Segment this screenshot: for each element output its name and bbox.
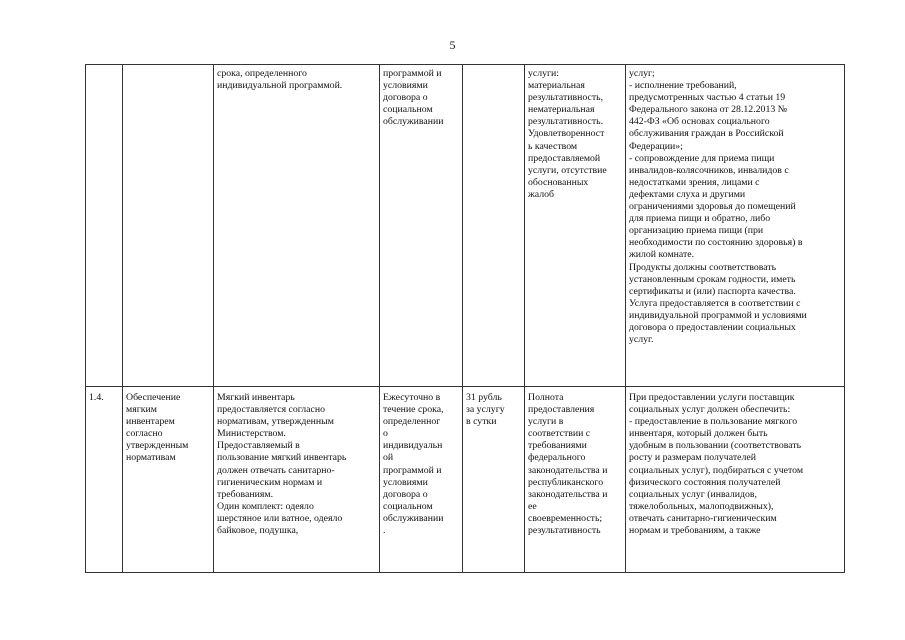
cell-text-line: нормативам, утвержденным	[217, 416, 334, 428]
cell-text-line: организацию приема пищи (при	[629, 225, 764, 237]
cell-text-line: жилой комнате.	[629, 249, 695, 261]
service-name-cell	[123, 387, 214, 573]
cell-text-line: условиями	[383, 476, 428, 488]
cell-text-line: договора о	[383, 488, 428, 500]
cell-text-line: Мягкий инвентарь	[217, 392, 295, 403]
service-name-cell	[123, 65, 214, 387]
cell-text-line: предусмотренных частью 4 статьи 19	[629, 92, 786, 104]
cell-text-line: услуг;	[629, 68, 655, 79]
cell-text-line: соответствии с	[528, 428, 591, 440]
cell-text-line: Федерации»;	[629, 140, 683, 152]
cell-text-line: социальном	[383, 104, 433, 116]
cell-text-line: Ежесуточно в	[383, 392, 441, 403]
table-row	[86, 65, 845, 387]
cell-text-line: нематериальная	[528, 104, 595, 116]
cell-text-line: согласно	[126, 428, 163, 440]
cell-text-line: сертификаты и (или) паспорта качества.	[629, 285, 796, 297]
cell-text-line: социальном	[383, 500, 433, 512]
cell-text-line: Продукты должны соответствовать	[629, 261, 777, 273]
cell-text-line: результативность	[528, 525, 601, 537]
cell-text-line: договора о предоставлении социальных	[629, 321, 796, 333]
cell-text-line: Удовлетворенност	[528, 128, 605, 140]
service-price-cell	[463, 65, 525, 387]
cell-text-line: При предоставлении услуги поставщик	[629, 392, 795, 403]
cell-text-line: социальных услуг), подбираться с учетом	[629, 464, 804, 476]
table-row	[86, 387, 845, 573]
cell-text-line: услуги, отсутствие	[528, 164, 607, 176]
cell-text-line: обслуживании	[383, 512, 444, 524]
cell-text-line: инвентаря, который должен быть	[629, 428, 768, 440]
cell-text-line: условиями	[383, 80, 428, 92]
cell-text-line: республиканского	[528, 476, 604, 488]
cell-text-line: обоснованных	[528, 176, 589, 188]
cell-text-line: должен отвечать санитарно-	[217, 464, 335, 476]
cell-text-line: байковое, подушка,	[217, 525, 299, 537]
cell-text-line: социальных услуг (инвалидов,	[629, 488, 757, 500]
cell-text-line: предоставления	[528, 404, 595, 416]
cell-text-line: результативность,	[528, 92, 604, 104]
services-table	[85, 64, 845, 573]
cell-text-line: Министерством.	[217, 428, 286, 440]
service-description-cell	[214, 387, 380, 573]
cell-text-line: жалоб	[528, 188, 554, 200]
cell-text-line: - сопровождение для приема пищи	[629, 152, 775, 164]
cell-text-line: установленным срокам годности, иметь	[629, 273, 796, 285]
cell-text-line: пользование мягкий инвентарь	[217, 452, 347, 464]
cell-text-line: Федерального закона от 28.12.2013 №	[629, 104, 788, 116]
cell-text-line: ой	[383, 452, 394, 464]
cell-text-line: материальная	[528, 80, 585, 92]
service-conditions-cell	[626, 387, 845, 573]
service-price-cell	[463, 387, 525, 573]
quality-indicators-cell	[525, 387, 626, 573]
cell-text-line: необходимости по состоянию здоровья) в	[629, 237, 803, 249]
cell-text-line: в сутки	[466, 416, 497, 428]
cell-text-line: программой и	[383, 68, 442, 79]
cell-text-line: физического состояния получателей	[629, 476, 781, 488]
cell-text-line: 442-ФЗ «Об основах социального	[629, 116, 770, 128]
cell-text-line: обслуживания граждан в Российской	[629, 128, 784, 140]
cell-text-line: удобным в пользовании (соответствовать	[629, 440, 802, 452]
cell-text-line: мягким	[126, 404, 157, 416]
cell-text-line: тяжелобольных, малоподвижных),	[629, 500, 774, 512]
cell-text-line: обслуживании	[383, 116, 444, 128]
cell-text-line: утвержденным	[126, 440, 189, 452]
cell-text-line: ограничениями здоровья до помещений	[629, 201, 796, 213]
cell-text-line: нормам и требованиям, а также	[629, 525, 761, 537]
cell-text-line: недостатками зрения, лицами с	[629, 176, 760, 188]
cell-text-line: гигиеническим нормам и	[217, 476, 323, 488]
cell-text-line: срока, определенного	[217, 68, 307, 79]
cell-text-line: индивидуальной программой.	[217, 80, 343, 92]
service-description-cell	[214, 65, 380, 387]
service-term-cell	[380, 387, 463, 573]
cell-text-line: социальных услуг должен обеспечить:	[629, 404, 791, 416]
cell-text-line: .	[383, 525, 386, 537]
cell-text-line: услуги:	[528, 68, 560, 79]
service-conditions-cell	[626, 65, 845, 387]
cell-text-line: шерстяное или ватное, одеяло	[217, 512, 343, 524]
service-term-cell	[380, 65, 463, 387]
quality-indicators-cell	[525, 65, 626, 387]
cell-text-line: 31 рубль	[466, 392, 502, 403]
cell-text-line: инвалидов-колясочников, инвалидов с	[629, 164, 789, 176]
cell-text-line: течение срока,	[383, 404, 444, 416]
cell-text-line: своевременность;	[528, 512, 603, 524]
row-number-cell	[86, 387, 123, 573]
cell-text-line: отвечать санитарно-гигиеническим	[629, 512, 777, 524]
cell-text-line: Услуга предоставляется в соответствии с	[629, 297, 801, 309]
cell-text-line: индивидуальн	[383, 440, 443, 452]
cell-text-line: нормативам	[126, 452, 176, 464]
cell-text-line: для приема пищи и обратно, либо	[629, 213, 771, 225]
cell-text-line: Предоставляемый в	[217, 440, 300, 452]
cell-text-line: услуг.	[629, 334, 654, 346]
row-number-cell	[86, 65, 123, 387]
cell-text-line: индивидуальной программой и условиями	[629, 309, 807, 321]
cell-text-line: ь качеством	[528, 140, 578, 152]
cell-text-line: ее	[528, 500, 537, 512]
cell-text-line: федерального	[528, 452, 586, 464]
cell-text-line: услуги в	[528, 416, 564, 428]
cell-text-line: Один комплект: одеяло	[217, 500, 314, 512]
cell-text-line: законодательства и	[528, 488, 608, 500]
cell-text-line: Полнота	[528, 392, 564, 403]
cell-text-line: требованиями	[528, 440, 587, 452]
cell-text-line: программой и	[383, 464, 442, 476]
page-number: 5	[449, 38, 456, 52]
cell-text-line: дефектами слуха и другими	[629, 188, 746, 200]
cell-text-line: - предоставление в пользование мягкого	[629, 416, 798, 428]
cell-text-line: о	[383, 428, 388, 440]
cell-text-line: за услугу	[466, 404, 505, 416]
cell-text-line: инвентарем	[126, 416, 175, 428]
cell-text-line: определенног	[383, 416, 441, 428]
cell-text-line: росту и размерам получателей	[629, 452, 756, 464]
cell-text-line: 1.4.	[89, 392, 104, 403]
cell-text-line: предоставляемой	[528, 152, 601, 164]
cell-text-line: законодательства и	[528, 464, 608, 476]
cell-text-line: результативность.	[528, 116, 604, 128]
cell-text-line: Обеспечение	[126, 392, 181, 403]
cell-text-line: - исполнение требований,	[629, 80, 737, 92]
cell-text-line: требованиям.	[217, 488, 274, 500]
cell-text-line: договора о	[383, 92, 428, 104]
cell-text-line: предоставляется согласно	[217, 404, 326, 416]
